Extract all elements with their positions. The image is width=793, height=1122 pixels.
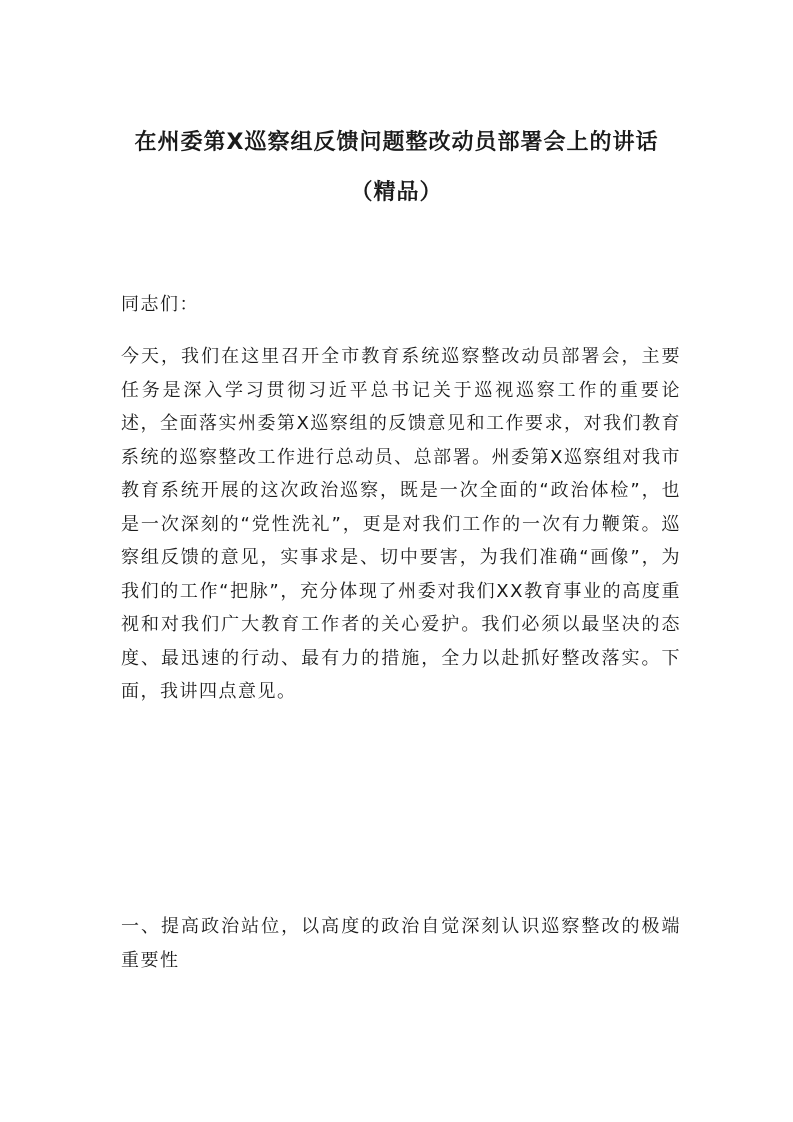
greeting: 同志们：	[121, 294, 199, 315]
document-title-suffix: （精品）	[350, 180, 443, 205]
document-title: 在州委第X巡察组反馈问题整改动员部署会上的讲话	[134, 130, 659, 155]
opening-paragraph: 今天，我们在这里召开全市教育系统巡察整改动员部署会，主要任务是深入学习贯彻习近平总书记关于巡视巡察工作的重要论述，全面落实州委第X巡察组的反馈意见和工作要求，对我们教育系统的巡察整改工作进行总动员、总部署。州委第X巡察组对我市教育系统开展的这次政治巡察，既是一次全面的“政治体检”，也是一次深刻的“党性洗礼”，更是对我们工作的一次有力鞭策。巡察组反馈的意见，实事求是、切中要害，为我们准确“画像”，为我们的工作“把脉”，充分体现了州委对我们XX教育事业的高度重视和对我们广大教育工作者的关心爱护。我们必须以最坚决的态度、最迅速的行动、最有力的措施，全力以赴抓好整改落实。下面，我讲四点意见。	[121, 346, 681, 702]
section-heading-1: 一、提高政治站位，以高度的政治自觉深刻认识巡察整改的极端重要性	[121, 916, 681, 971]
